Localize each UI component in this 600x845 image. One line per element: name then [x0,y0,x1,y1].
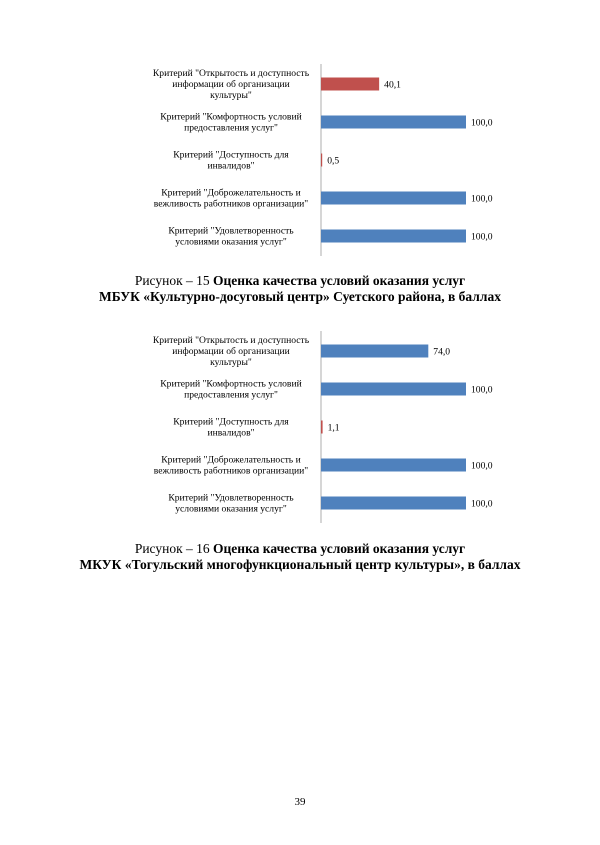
bar [321,78,379,91]
category-label-line: Критерий "Удовлетворенность [168,492,294,504]
bar [321,230,466,243]
category-label-line: Критерий "Доступность для [173,149,289,161]
caption-16-title: Оценка качества условий оказания услуг [213,541,466,556]
category-label [173,150,289,172]
category-label [160,379,301,401]
figure-caption-16 [0,541,600,573]
category-label-line: вежливость работников организации" [153,465,309,477]
category-label-line: предоставления услуг" [184,122,278,134]
category-label [168,226,294,248]
category-label-line: Критерий "Открытость и доступность [152,68,310,79]
caption-16-line-2 [0,557,600,573]
category-label-line: условиями оказания услуг" [175,503,287,515]
data-label: 100,0 [471,460,493,472]
category-label-line: инвалидов" [207,160,255,172]
data-label: 1,1 [327,422,340,434]
category-label-line: условиями оказания услуг" [175,236,287,248]
category-label-line: культуры" [210,90,252,101]
caption-16-subtitle: МКУК «Тогульский многофункциональный центр культуры», в баллах [79,557,521,572]
category-label-line: информации об организации [172,346,290,357]
category-label-line: Критерий "Доступность для [173,416,289,428]
category-label-line: вежливость работников организации" [153,198,309,210]
bar-chart-1 [0,62,600,272]
category-label-line: информации об организации [172,79,290,90]
category-label-line: Критерий "Комфортность условий [160,378,302,390]
caption-15-line-1 [0,273,600,289]
bar-chart-2-svg [0,329,600,539]
category-label-line: Критерий "Открытость и доступность [152,335,310,346]
category-label-line: Критерий "Удовлетворенность [168,225,294,237]
category-label [154,455,308,477]
data-label: 100,0 [471,384,493,396]
category-label-line: Критерий "Доброжелательность и [161,454,301,466]
data-label: 40,1 [384,79,401,91]
data-label: 100,0 [471,117,493,129]
bar [321,154,322,167]
bar [321,345,428,358]
bar [321,383,466,396]
data-label: 0,5 [327,155,340,167]
category-label [173,417,289,439]
category-label [154,188,308,210]
figure-caption-15 [0,273,600,305]
data-label: 100,0 [471,231,493,243]
bar [321,192,466,205]
bar [321,497,466,510]
caption-16-lead: Рисунок – 16 [134,541,214,556]
category-label-line: инвалидов" [207,427,255,439]
category-label [168,493,294,515]
category-label-line: Критерий "Доброжелательность и [161,187,301,199]
category-label-line: предоставления услуг" [184,389,278,401]
bar [321,421,323,434]
caption-15-title: Оценка качества условий оказания услуг [213,273,466,288]
caption-15-lead: Рисунок – 15 [134,273,214,288]
page-number: 39 [294,796,306,808]
bar [321,116,466,129]
caption-16-line-1 [0,541,600,557]
caption-15-line-2 [0,289,600,305]
category-label-line: культуры" [210,357,252,368]
category-label [153,335,310,368]
bar [321,459,466,472]
category-label-line: Критерий "Комфортность условий [160,111,302,123]
data-label: 100,0 [471,498,493,510]
bar-chart-1-svg [0,62,600,272]
data-label: 74,0 [433,346,451,358]
bar-chart-2 [0,329,600,539]
category-label [153,68,310,101]
caption-15-subtitle: МБУК «Культурно-досуговый центр» Суетского района, в баллах [99,289,501,304]
category-label [160,112,301,134]
data-label: 100,0 [471,193,493,205]
